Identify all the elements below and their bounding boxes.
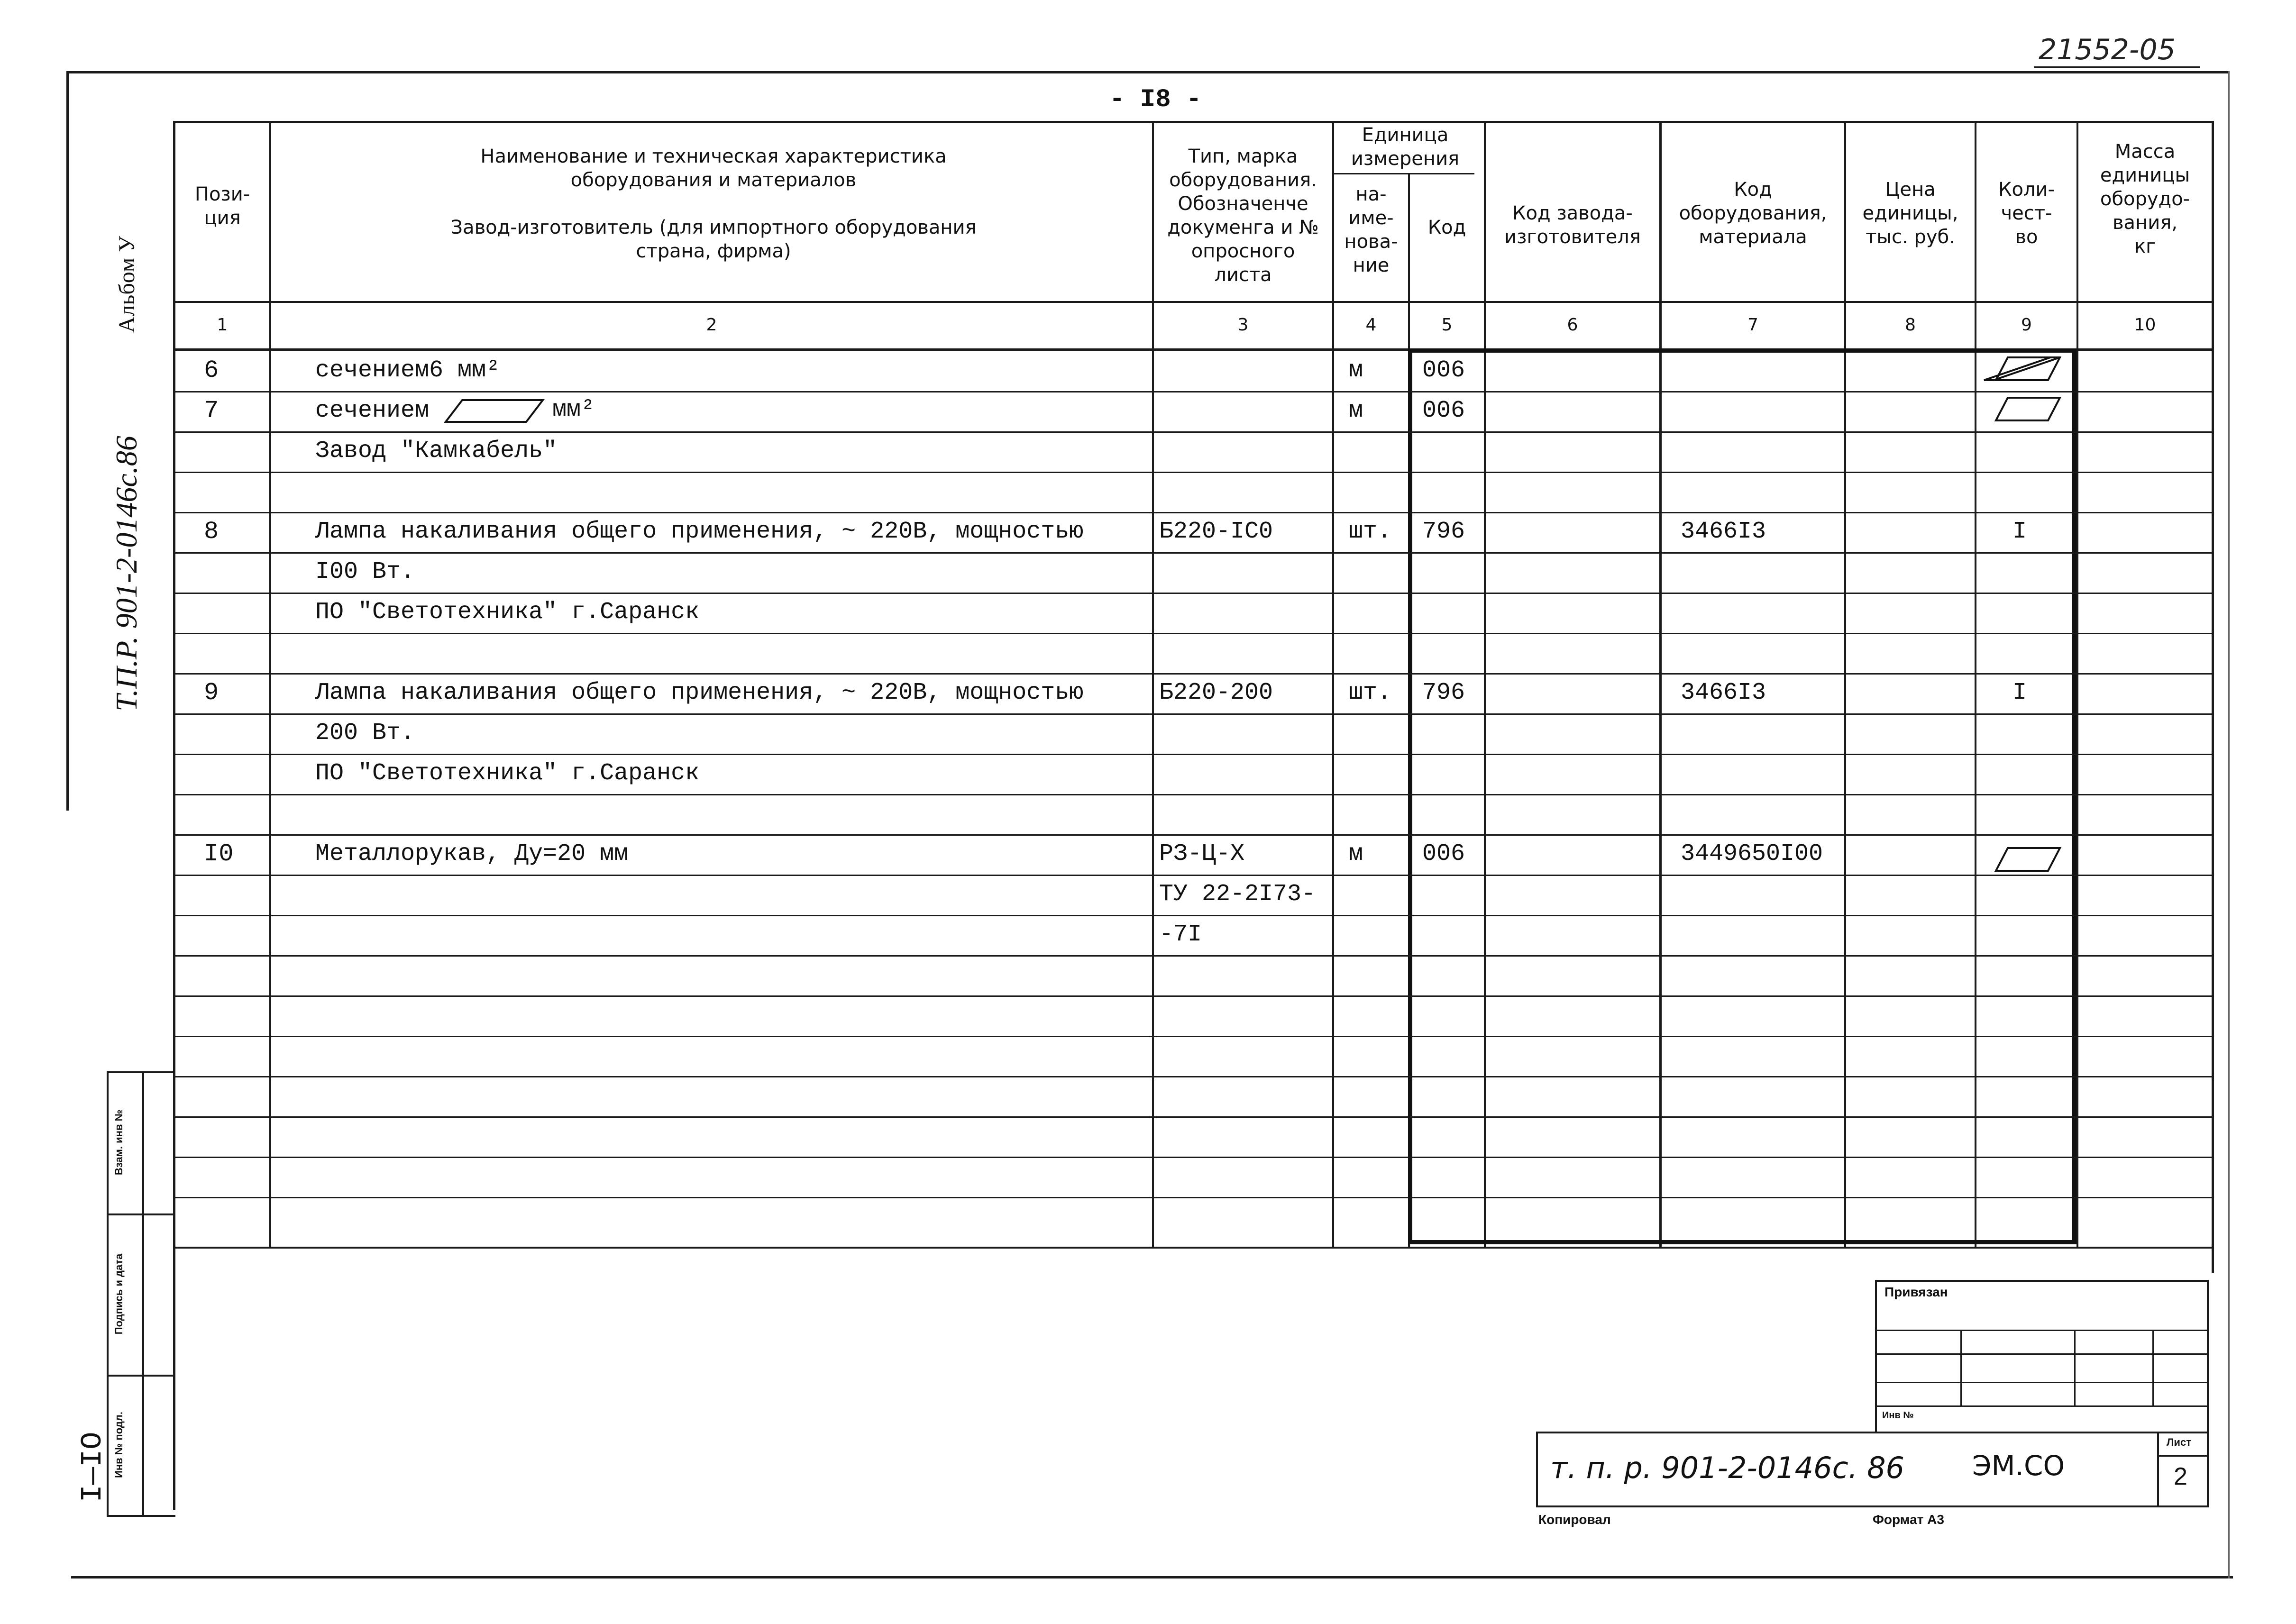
tb-col1 [1960, 1330, 1962, 1405]
row-divider [173, 1076, 2214, 1077]
tb-row1 [1875, 1330, 2207, 1331]
header-price: Цена единицы, тыс. руб. [1862, 179, 1958, 248]
tb-row4 [1875, 1405, 2207, 1407]
cell-unit: шт. [1349, 518, 1392, 545]
tb-right [2207, 1280, 2209, 1507]
cell-name: 200 Вт. [315, 720, 415, 747]
cell-type: ТУ 22-2I73- [1159, 881, 1316, 908]
stamp-side-number: I—IO [76, 1432, 110, 1503]
cell-type: РЗ-Ц-Х [1159, 840, 1245, 867]
col-divider-9 [2076, 121, 2078, 1247]
frame-bottom [71, 1576, 2233, 1578]
tb-col2 [2074, 1330, 2076, 1405]
stamp-sign-date: Подпись и дата [113, 1253, 125, 1335]
cell-type: Б220-200 [1159, 679, 1273, 706]
stamp-div1 [107, 1213, 175, 1215]
cell-unit-code: 796 [1422, 679, 1465, 706]
row-divider [173, 391, 2214, 392]
cell-unit: м [1349, 357, 1363, 384]
cell-name: сечением [315, 397, 430, 424]
cell-name: ПО "Светотехника" г.Саранск [315, 599, 700, 626]
row-divider [173, 995, 2214, 997]
cell-name: Лампа накаливания общего применения, ~ 220В, мощностью [315, 679, 1084, 706]
format-label: Формат А3 [1873, 1512, 1944, 1527]
header-bottom [173, 301, 2214, 303]
row-divider [173, 633, 2214, 634]
header-equip-code: Код оборудования, материала [1679, 179, 1827, 248]
tb-main-left [1536, 1432, 1538, 1507]
cell-equip-code: 3466I3 [1681, 518, 1766, 545]
cell-unit-code: 006 [1422, 397, 1465, 424]
colnum: 7 [1747, 315, 1758, 335]
project-vertical-label: Т.П.Р. 901-2-0146с.86 [110, 436, 143, 712]
frame-top [66, 71, 2228, 73]
page-number: - I8 - [1109, 85, 1202, 114]
table-top [173, 121, 2214, 123]
stamp-top [107, 1071, 175, 1073]
header-name: Наименование и техническая характеристика оборудования и материалов Завод-изготовитель (для импортного оборудования страна, фирма) [450, 146, 977, 262]
doc-number: 21552-05 [2039, 33, 2176, 66]
cell-qty: I [2012, 679, 2027, 706]
cell-type: Б220-IС0 [1159, 518, 1273, 545]
cell-equip-code: 3449650I00 [1681, 840, 1823, 867]
cell-name: Завод "Камкабель" [315, 438, 558, 465]
tb-sheet-divider [2157, 1432, 2159, 1507]
cell-qty: I [2012, 518, 2027, 545]
cell-pos: 6 [204, 356, 219, 384]
document-mark: ЭМ.СО [1972, 1450, 2065, 1482]
header-type: Тип, марка оборудования. Обозначенче докуменга и № опросного листа [1167, 146, 1319, 286]
cell-type: -7I [1159, 921, 1202, 948]
row-divider [173, 593, 2214, 594]
tb-main-bottom [1536, 1505, 2207, 1507]
row-divider [173, 713, 2214, 715]
row-divider [173, 1197, 2214, 1198]
header-unit-group: Единица измерения [1351, 124, 1460, 170]
row-divider [173, 673, 2214, 675]
cell-unit: м [1349, 397, 1363, 424]
header-factory-code: Код завода- изготовителя [1504, 202, 1641, 248]
doc-number-underline [2034, 66, 2200, 68]
cell-pos: 7 [204, 397, 219, 425]
row-divider [173, 1157, 2214, 1158]
colnum: 6 [1567, 315, 1578, 335]
row-divider [173, 915, 2214, 916]
cell-unit-code: 796 [1422, 518, 1465, 545]
row-divider [173, 875, 2214, 876]
sheet-number: 2 [2174, 1463, 2187, 1490]
table-bottom [173, 1247, 2214, 1249]
col-divider-2 [1152, 121, 1154, 1247]
row-divider [173, 472, 2214, 473]
cell-unit-code: 006 [1422, 840, 1465, 867]
sheet-label: Лист [2167, 1436, 2191, 1448]
stamp-bottom [107, 1515, 175, 1517]
colnum: 9 [2021, 315, 2032, 335]
row-divider [173, 512, 2214, 513]
tb-sheet-row [2157, 1455, 2207, 1457]
cell-name: Лампа накаливания общего применения, ~ 220В, мощностью [315, 518, 1084, 545]
unit-group-divider [1332, 173, 1474, 174]
copied-label: Копировал [1538, 1512, 1611, 1527]
row-divider [173, 431, 2214, 433]
cell-name: ПО "Светотехника" г.Саранск [315, 760, 700, 787]
row-divider [173, 1116, 2214, 1118]
inv-no-label: Инв № [1882, 1410, 1914, 1421]
cell-unit: шт. [1349, 679, 1392, 706]
cell-equip-code: 3466I3 [1681, 679, 1766, 706]
privyazan-label: Привязан [1884, 1285, 1948, 1299]
row-divider [173, 552, 2214, 554]
cell-unit-code: 006 [1422, 357, 1465, 384]
row-divider [173, 1036, 2214, 1037]
col-divider-3 [1332, 121, 1334, 1247]
tb-row2 [1875, 1353, 2207, 1355]
stamp-mid-edge [142, 1071, 144, 1517]
row-divider [173, 754, 2214, 755]
cell-name: Металлорукав, Ду=20 мм [315, 840, 629, 867]
tb-col3 [2152, 1330, 2154, 1405]
designation: т. п. р. 901-2-0146с. 86 [1550, 1451, 1904, 1485]
header-qty: Коли- чест- во [1998, 179, 2055, 248]
blank-section-row7 [443, 397, 545, 424]
frame-right-dash [2228, 71, 2230, 1578]
col-divider-1 [269, 121, 271, 1247]
cell-name: сечением6 мм² [315, 357, 501, 384]
blank-qty-row10 [1982, 846, 2062, 873]
tb-top [1875, 1280, 2207, 1282]
frame-left [66, 71, 69, 811]
cell-pos: I0 [204, 840, 234, 868]
cell-pos: 9 [204, 679, 219, 707]
header-unit-code: Код [1427, 217, 1466, 238]
blank-qty-row7 [1982, 396, 2062, 422]
colnum: 2 [706, 315, 717, 335]
row-divider [173, 834, 2214, 836]
header-mass: Масса единицы оборудо- вания, кг [2100, 141, 2190, 257]
cell-name: I00 Вт. [315, 558, 415, 585]
colnum: 1 [217, 315, 228, 335]
cell-unit: м [1349, 840, 1363, 867]
cell-pos: 8 [204, 518, 219, 546]
colnum: 4 [1365, 315, 1377, 335]
row-divider [173, 955, 2214, 957]
blank-qty-row6 [1982, 356, 2062, 382]
stamp-inv-orig: Инв № подл. [113, 1412, 125, 1478]
header-pos: Пози- ция [194, 183, 250, 229]
colnum: 10 [2134, 315, 2156, 335]
colnum: 3 [1237, 315, 1249, 335]
tb-row3 [1875, 1382, 2207, 1383]
tb-left [1875, 1280, 1877, 1432]
stamp-inv-replace: Взам. инв № [113, 1109, 125, 1176]
cell-name-suffix: мм² [552, 396, 595, 423]
row-divider [173, 794, 2214, 795]
album-label: Альбом У [114, 236, 139, 333]
highlight-block [1408, 348, 2076, 1244]
colnum: 8 [1905, 315, 1916, 335]
colnum: 5 [1441, 315, 1453, 335]
header-unit-name: на- име- нова- ние [1344, 183, 1398, 276]
tb-main-top [1536, 1432, 2207, 1433]
table-right [2212, 121, 2214, 1273]
